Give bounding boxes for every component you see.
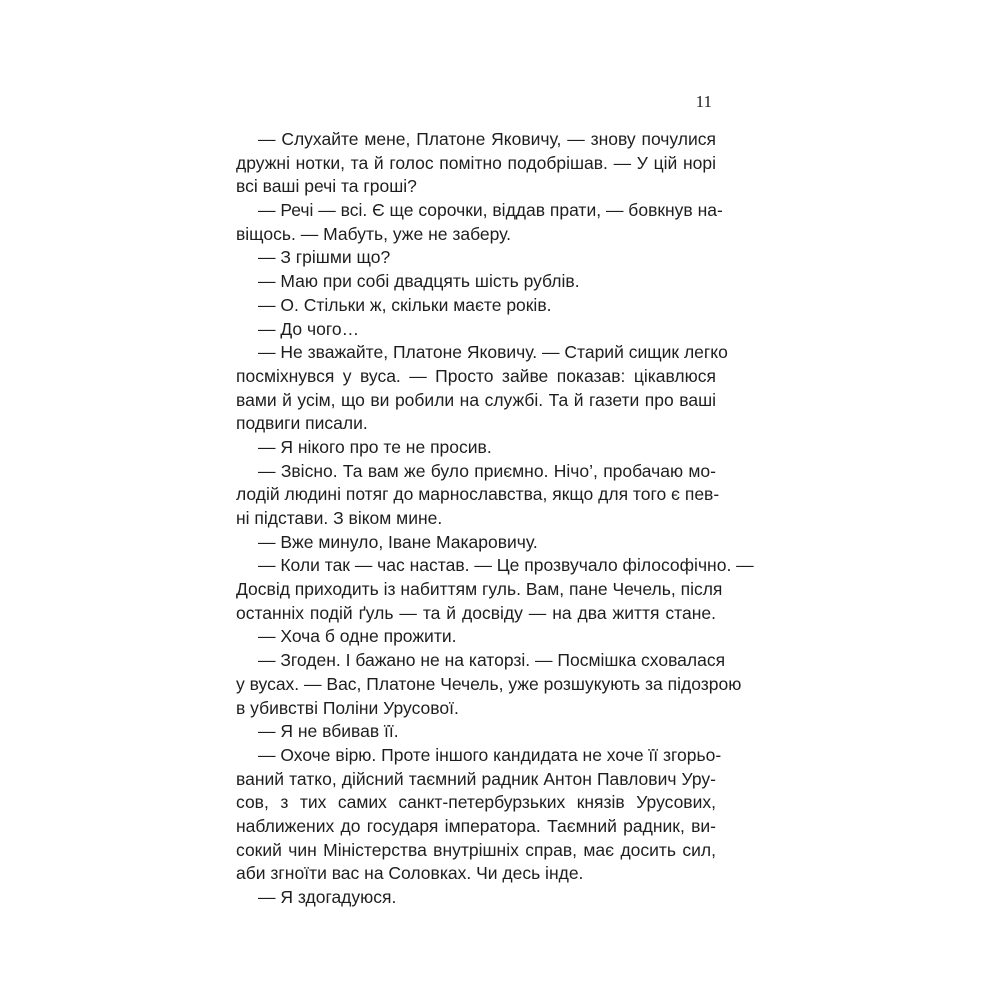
text-line: наближених до государя імператора. Таємний радник, ви-: [236, 815, 716, 836]
text-line: — Коли так — час настав. — Це прозвучало філософічно. —: [258, 555, 754, 576]
text-line: лодій людині потяг до марнославства, якщо для того є пев-: [236, 484, 720, 505]
text-line: — До чого…: [258, 318, 360, 339]
text-line: — Я здогадуюся.: [258, 887, 397, 907]
text-line: — Я не вбивав її.: [258, 721, 399, 742]
text-line: посміхнувся у вуса. — Просто зайве показав: цікавлюся: [236, 365, 716, 386]
text-line: сокий чин Міністерства внутрішніх справ, має досить сил,: [236, 839, 716, 860]
text-line: — Я нікого про те не просив.: [258, 436, 492, 457]
text-line: — Згоден. І бажано не на каторзі. — Посмішка сховалася: [258, 650, 726, 671]
text-line: — Маю при собі двадцять шість рублів.: [258, 271, 580, 292]
text-line: у вусах. — Вас, Платоне Чечель, уже розшукують за підозрою: [236, 673, 742, 694]
text-line: — О. Стільки ж, скільки маєте років.: [258, 294, 552, 315]
text-line: ні підстави. З віком мине.: [236, 508, 443, 528]
text-line: віщось. — Мабуть, уже не заберу.: [236, 223, 512, 244]
text-line: сов, з тих самих санкт-петербурзьких князів Урусових,: [236, 792, 716, 813]
text-line: ваний татко, дійсний таємний радник Антон Павлович Уру-: [236, 768, 716, 789]
text-line: — Речі — всі. Є ще сорочки, віддав прати, — бовкнув на-: [258, 200, 723, 221]
text-line: останніх подій ґуль — та й досвіду — на два життя стане.: [236, 602, 716, 623]
text-line: — З грішми що?: [258, 247, 391, 268]
text-line: подвиги писали.: [236, 413, 368, 434]
page-number: 11: [695, 92, 712, 111]
text-line: — Вже минуло, Іване Макаровичу.: [258, 531, 538, 552]
body-text: [236, 128, 754, 910]
text-line: аби згноїти вас на Соловках. Чи десь інде.: [236, 863, 584, 884]
text-line: — Охоче вірю. Проте іншого кандидата не хоче її згорьо-: [258, 744, 722, 765]
text-line: — Хоча б одне прожити.: [258, 626, 457, 647]
text-line: в убивстві Поліни Урусової.: [236, 697, 459, 718]
text-line: вами й усім, що ви робили на службі. Та й газети про ваші: [236, 389, 716, 410]
text-line: всі ваші речі та гроші?: [236, 176, 417, 197]
text-line: — Звісно. Та вам же було приємно. Нічо’, пробачаю мо-: [258, 460, 716, 481]
text-line: Досвід приходить із набиттям гуль. Вам, пане Чечель, після: [236, 579, 723, 600]
text-line: дружні нотки, та й голос помітно подобрішав. — У цій норі: [236, 152, 716, 173]
text-line: — Слухайте мене, Платоне Яковичу, — знову почулися: [258, 129, 716, 149]
text-line: — Не зважайте, Платоне Яковичу. — Старий сищик легко: [258, 342, 728, 363]
